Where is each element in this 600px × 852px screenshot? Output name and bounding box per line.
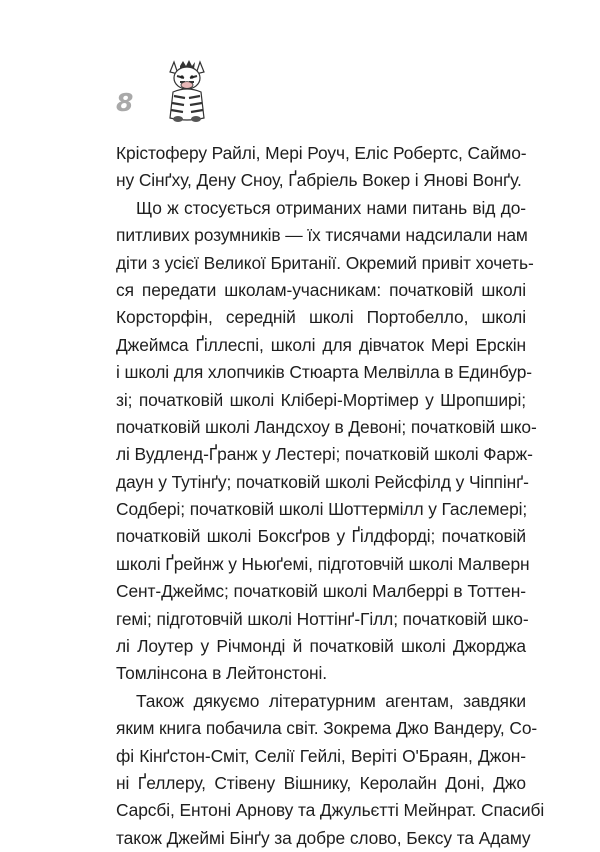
text-line: лі Лоутер у Річмонді й початковій школі Джорджа xyxy=(116,636,526,657)
text-line: ну Сінґху, Дену Сноу, Ґабріель Вокер і Янові Вонґу. xyxy=(116,170,522,191)
text-line: лі Вудленд-Ґранж у Лестері; початковій школі Фарж- xyxy=(116,444,533,465)
text-line: гемі; підготовчій школі Ноттінґ-Гілл; початковій шко- xyxy=(116,608,529,629)
text-line: Джеймса Ґіллеспі, школі для дівчаток Мері Ерскін xyxy=(116,334,526,355)
text-line: і школі для хлопчиків Стюарта Мелвілла в Единбур- xyxy=(116,362,532,383)
paragraph xyxy=(116,140,526,195)
text-line: ся передати школам-учасникам: початковій школі xyxy=(116,279,526,300)
text-line: Корсторфін, середній школі Портобелло, школі xyxy=(116,307,526,328)
text-line: даун у Тутінґу; початковій школі Рейсфілд у Чіппінґ- xyxy=(116,471,529,492)
text-line: Крістоферу Райлі, Мері Роуч, Еліс Робертс, Саймо- xyxy=(116,143,527,163)
zebra-icon xyxy=(160,58,214,124)
text-line: Томлінсона в Лейтонстоні. xyxy=(116,663,328,684)
text-line: школі Ґрейнж у Ньюґемі, підготовчій школі Малверн xyxy=(116,553,530,574)
text-line: діти з усієї Великої Британії. Окремий привіт хочеть- xyxy=(116,252,534,273)
text-line: фі Кінґстон-Сміт, Селії Гейлі, Веріті О'Браян, Джон- xyxy=(116,745,526,766)
text-line: Що ж стосується отриманих нами питань від до- xyxy=(136,197,526,218)
text-line: Сарсбі, Ентоні Арнову та Джульєтті Мейнрат. Спасибі xyxy=(116,800,545,821)
text-line: також Джеймі Бінґу за добре слово, Бексу та Адаму xyxy=(116,827,531,848)
text-line: Також дякуємо літературним агентам, завдяки xyxy=(136,690,526,711)
paragraph xyxy=(116,195,537,688)
body-text xyxy=(116,140,545,852)
page-number: 8 xyxy=(116,88,134,117)
paragraph xyxy=(116,688,545,852)
text-line: початковій школі Ландсхоу в Девоні; початковій шко- xyxy=(116,416,537,437)
text-line: початковій школі Боксґров у Ґілдфорді; початковій xyxy=(116,526,526,547)
text-line: зі; початковій школі Клібері-Мортімер у Шропширі; xyxy=(116,389,526,410)
text-line: яким книга побачила світ. Зокрема Джо Вандеру, Со- xyxy=(116,718,538,739)
text-line: Сент-Джеймс; початковій школі Малберрі в Тоттен- xyxy=(116,581,526,602)
text-line: Содбері; початковій школі Шоттермілл у Гаслемері; xyxy=(116,499,528,520)
text-line: ні Ґеллеру, Стівену Вішнику, Керолайн Доні, Джо xyxy=(116,772,526,793)
text-line: питливих розумників — їх тисячами надсилали нам xyxy=(116,225,528,246)
